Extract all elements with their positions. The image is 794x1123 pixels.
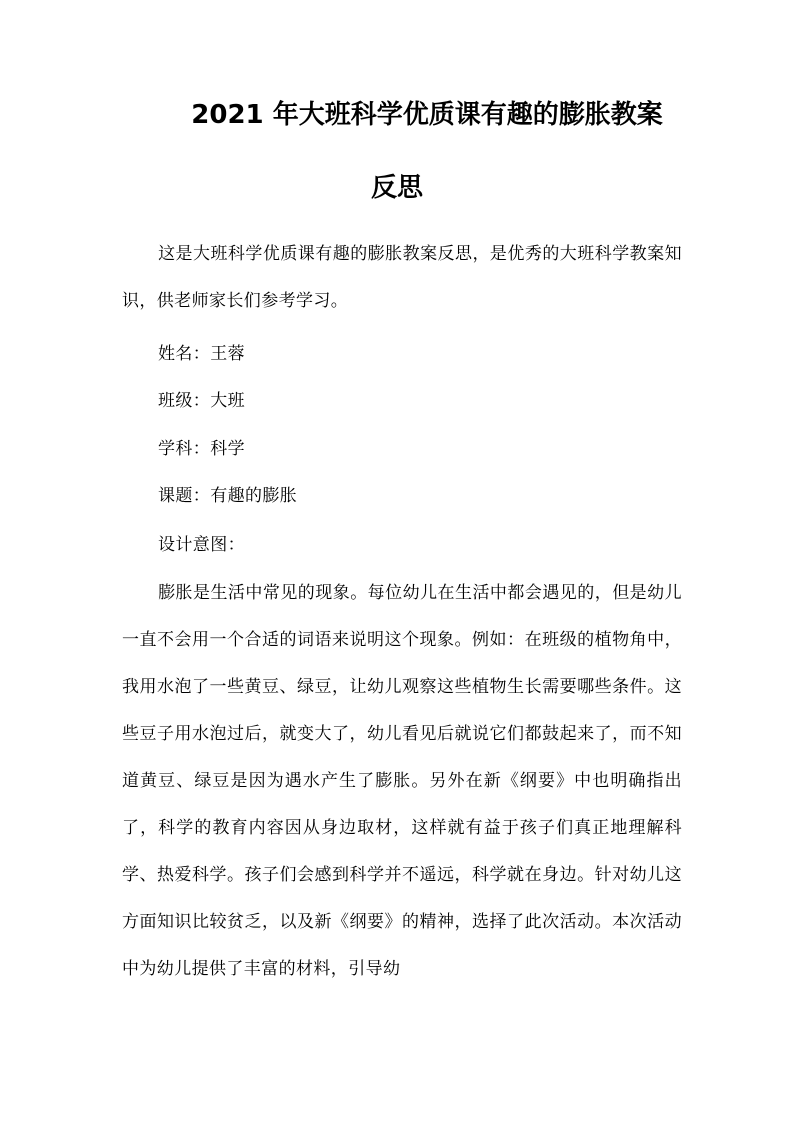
document-title-line1: 2021 年大班科学优质课有趣的膨胀教案 [191,100,663,130]
main-paragraph-text: 膨胀是生活中常见的现象。每位幼儿在生活中都会遇见的，但是幼儿一直不会用一个合适的词语来说明这个现象。例如：在班级的植物角中，我用水泡了一些黄豆、绿豆，让幼儿观察这些植物生长需要哪些条件。这些豆子用水泡过后，就变大了，幼儿看见后就说它们都鼓起来了，而不知道黄豆、绿豆是因为遇水产生了膨胀。另外在新《纲要》中也明确指出了，科学的教育内容因从身边取材，这样就有益于孩子们真正地理解科学、热爱科学。孩子们会感到科学并不遥远，科学就在身边。针对幼儿这方面知识比较贫乏，以及新《纲要》的精神，选择了此次活动。本次活动中为幼儿提供了丰富的材料，引导幼 [122,583,682,979]
intro-paragraph [122,231,682,325]
field-class: 班级：大班 [158,391,245,411]
document-title-line2: 反思 [370,173,423,203]
main-paragraph [122,570,682,993]
intro-text: 这是大班科学优质课有趣的膨胀教案反思，是优秀的大班科学教案知识，供老师家长们参考学习。 [122,244,682,311]
field-topic: 课题：有趣的膨胀 [158,486,298,506]
field-name: 姓名：王蓉 [158,344,245,364]
field-subject: 学科：科学 [158,439,245,459]
field-design-intent: 设计意图： [158,535,245,555]
